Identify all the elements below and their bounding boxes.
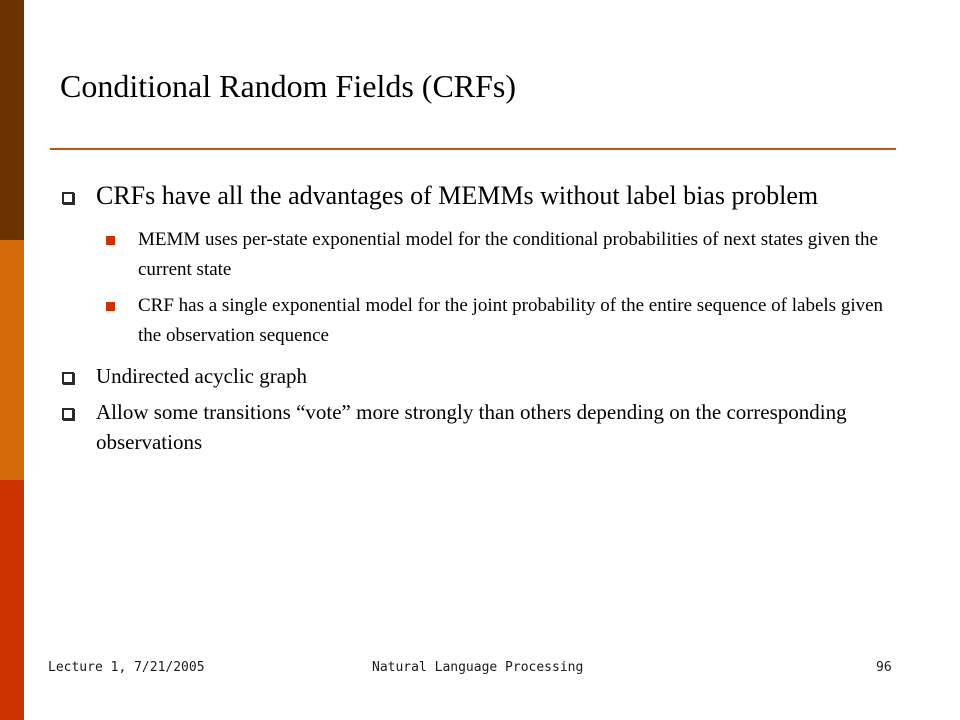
bullet-item	[60, 397, 890, 457]
accent-bar-middle	[0, 240, 24, 480]
filled-square-bullet-icon	[106, 302, 115, 311]
filled-square-bullet-icon	[106, 236, 115, 245]
bullet-text: Undirected acyclic graph	[96, 364, 308, 388]
slide-content	[60, 178, 890, 463]
sub-bullet-text: CRF has a single exponential model for the joint probability of the entire sequence of labels given the observation sequence	[138, 295, 884, 346]
accent-bar-top	[0, 0, 24, 240]
bullet-text: CRFs have all the advantages of MEMMs without label bias problem	[96, 181, 819, 210]
sub-bullet-item	[60, 225, 890, 285]
title-divider	[50, 148, 896, 150]
square-bullet-icon	[62, 192, 74, 204]
footer-course-title: Natural Language Processing	[372, 660, 584, 675]
bullet-item	[60, 178, 890, 214]
sub-bullet-text: MEMM uses per-state exponential model for the conditional probabilities of next states given the current state	[138, 229, 878, 280]
square-bullet-icon	[62, 408, 74, 420]
bullet-text: Allow some transitions “vote” more strongly than others depending on the corresponding observations	[96, 400, 847, 454]
slide-title: Conditional Random Fields (CRFs)	[60, 68, 517, 104]
footer-page-number: 96	[876, 660, 892, 675]
footer-lecture-date: Lecture 1, 7/21/2005	[48, 660, 205, 675]
bullet-item	[60, 361, 890, 391]
accent-bar-bottom	[0, 480, 24, 720]
square-bullet-icon	[62, 372, 74, 384]
sub-bullet-item	[60, 291, 890, 351]
